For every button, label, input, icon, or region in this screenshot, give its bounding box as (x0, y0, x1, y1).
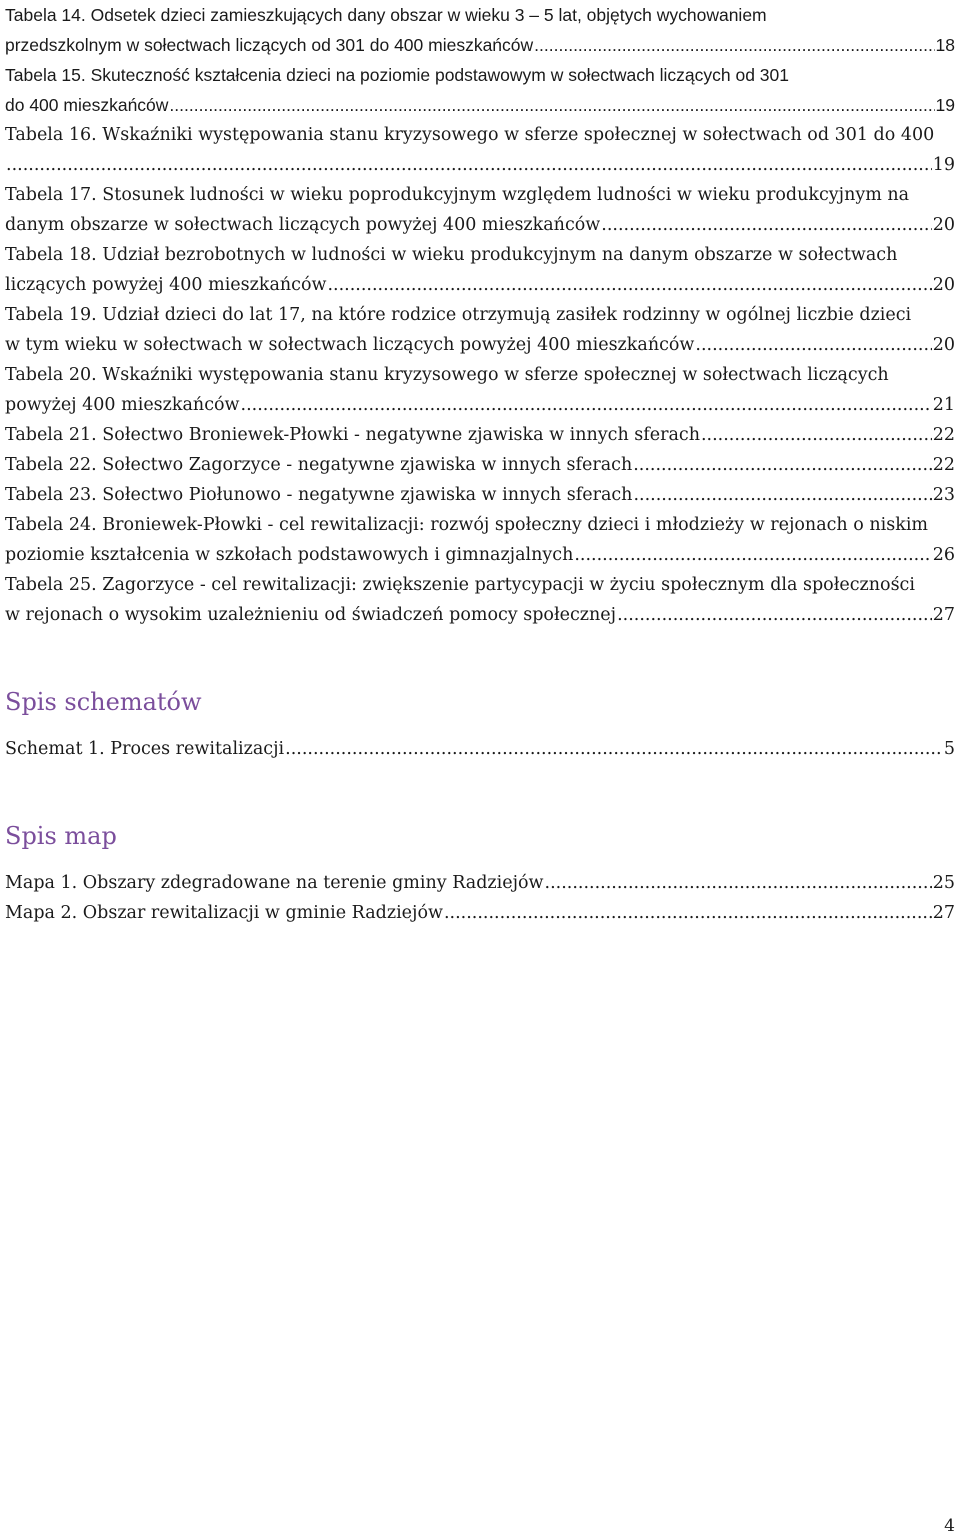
toc-page-number: 18 (935, 35, 955, 55)
schematy-list (5, 734, 955, 764)
toc-page-number: 21 (932, 395, 955, 415)
toc-entry-text: w tym wieku w sołectwach w sołectwach liczących powyżej 400 mieszkańców (5, 335, 695, 355)
schematy-heading: Spis schematów (5, 688, 202, 716)
toc-entry-text: Tabela 25. Zagorzyce - cel rewitalizacji: zwiększenie partycypacji w życiu społecznym dla społeczności (5, 575, 915, 595)
toc-entry-tail (5, 450, 955, 480)
toc-entry-tail (5, 390, 955, 420)
toc-entry[interactable] (5, 734, 955, 764)
dot-leader (574, 540, 931, 570)
toc-entry[interactable] (5, 480, 955, 510)
toc-page-number: 23 (932, 485, 955, 505)
toc-entry-tail (5, 330, 955, 360)
toc-page-number: 20 (932, 215, 955, 235)
toc-entry-tail (5, 30, 955, 60)
toc-entry-tail (5, 868, 955, 898)
dot-leader (617, 600, 932, 630)
dot-leader (169, 90, 934, 120)
toc-entry-text: Tabela 23. Sołectwo Piołunowo - negatywne zjawiska w innych sferach (5, 485, 633, 505)
table-list (5, 0, 955, 630)
toc-entry-text: Mapa 2. Obszar rewitalizacji w gminie Radziejów (5, 903, 443, 923)
dot-leader (241, 390, 932, 420)
toc-entry-text: Tabela 19. Udział dzieci do lat 17, na które rodzice otrzymują zasiłek rodzinny w ogólnej liczbie dzieci (5, 305, 912, 325)
dot-leader (633, 480, 931, 510)
toc-page-number: 22 (932, 455, 955, 475)
toc-entry[interactable] (5, 360, 955, 420)
toc-entry-text: Tabela 18. Udział bezrobotnych w ludności w wieku produkcyjnym na danym obszarze w sołectwach (5, 245, 898, 265)
toc-entry-tail (5, 480, 955, 510)
mapy-list (5, 868, 955, 928)
toc-entry-text: danym obszarze w sołectwach liczących powyżej 400 mieszkańców (5, 215, 601, 235)
toc-entry-text: przedszkolnym w sołectwach liczących od 301 do 400 mieszkańców (5, 35, 534, 55)
toc-entry[interactable] (5, 510, 955, 570)
toc-entry-text: Tabela 22. Sołectwo Zagorzyce - negatywne zjawiska w innych sferach (5, 455, 633, 475)
toc-entry-tail (5, 90, 955, 120)
toc-entry-text: Tabela 16. Wskaźniki występowania stanu kryzysowego w sferze społecznej w sołectwach od 301 do 400 (5, 125, 935, 145)
dot-leader (285, 734, 943, 764)
dot-leader (444, 898, 932, 928)
toc-page-number: 19 (935, 95, 955, 115)
dot-leader (327, 270, 931, 300)
toc-entry[interactable] (5, 868, 955, 898)
toc-entry-text: w rejonach o wysokim uzależnieniu od świadczeń pomocy społecznej (5, 605, 617, 625)
toc-entry-tail (5, 734, 955, 764)
dot-leader (6, 150, 932, 180)
toc-entry-text: poziomie kształcenia w szkołach podstawowych i gimnazjalnych (5, 545, 574, 565)
mapy-heading: Spis map (5, 822, 117, 850)
toc-entry-text: Schemat 1. Proces rewitalizacji (5, 739, 285, 759)
toc-entry[interactable] (5, 300, 955, 360)
toc-page-number: 20 (932, 275, 955, 295)
page-number: 4 (944, 1516, 955, 1536)
toc-entry-text: Tabela 17. Stosunek ludności w wieku poprodukcyjnym względem ludności w wieku produkcyjnym na (5, 185, 910, 205)
toc-entry-text: Tabela 24. Broniewek-Płowki - cel rewitalizacji: rozwój społeczny dzieci i młodzieży w rejonach o niskim (5, 515, 929, 535)
toc-entry[interactable] (5, 120, 955, 180)
toc-entry-text: Tabela 20. Wskaźniki występowania stanu kryzysowego w sferze społecznej w sołectwach liczących (5, 365, 889, 385)
toc-entry[interactable] (5, 60, 955, 120)
toc-entry[interactable] (5, 180, 955, 240)
toc-entry[interactable] (5, 570, 955, 630)
dot-leader (601, 210, 931, 240)
toc-entry[interactable] (5, 898, 955, 928)
toc-entry-text: Tabela 15. Skuteczność kształcenia dzieci na poziomie podstawowym w sołectwach liczących od 301 (5, 65, 790, 85)
toc-entry-tail (5, 540, 955, 570)
toc-entry-tail (5, 600, 955, 630)
toc-entry-tail (5, 420, 955, 450)
toc-page-number: 5 (943, 739, 955, 759)
toc-entry-tail (5, 898, 955, 928)
toc-entry[interactable] (5, 0, 955, 60)
toc-entry-text: Mapa 1. Obszary zdegradowane na terenie gminy Radziejów (5, 873, 544, 893)
dot-leader (695, 330, 931, 360)
toc-entry-text: powyżej 400 mieszkańców (5, 395, 240, 415)
toc-page-number: 20 (932, 335, 955, 355)
toc-entry[interactable] (5, 420, 955, 450)
toc-entry-text: Tabela 21. Sołectwo Broniewek-Płowki - negatywne zjawiska w innych sferach (5, 425, 700, 445)
toc-entry-tail (5, 210, 955, 240)
toc-page-number: 26 (932, 545, 955, 565)
toc-entry-tail (5, 150, 955, 180)
toc-page-number: 27 (932, 605, 955, 625)
toc-entry[interactable] (5, 240, 955, 300)
dot-leader (545, 868, 932, 898)
dot-leader (701, 420, 932, 450)
toc-entry-text: Tabela 14. Odsetek dzieci zamieszkujących dany obszar w wieku 3 – 5 lat, objętych wychowaniem (5, 5, 767, 25)
toc-entry[interactable] (5, 450, 955, 480)
toc-page-number: 25 (932, 873, 955, 893)
toc-page-number: 19 (932, 155, 955, 175)
dot-leader (534, 30, 934, 60)
toc-entry-tail (5, 270, 955, 300)
toc-page-number: 27 (932, 903, 955, 923)
toc-page (5, 0, 955, 928)
dot-leader (633, 450, 931, 480)
toc-entry-text: liczących powyżej 400 mieszkańców (5, 275, 327, 295)
toc-entry-text: do 400 mieszkańców (5, 95, 169, 115)
toc-page-number: 22 (932, 425, 955, 445)
